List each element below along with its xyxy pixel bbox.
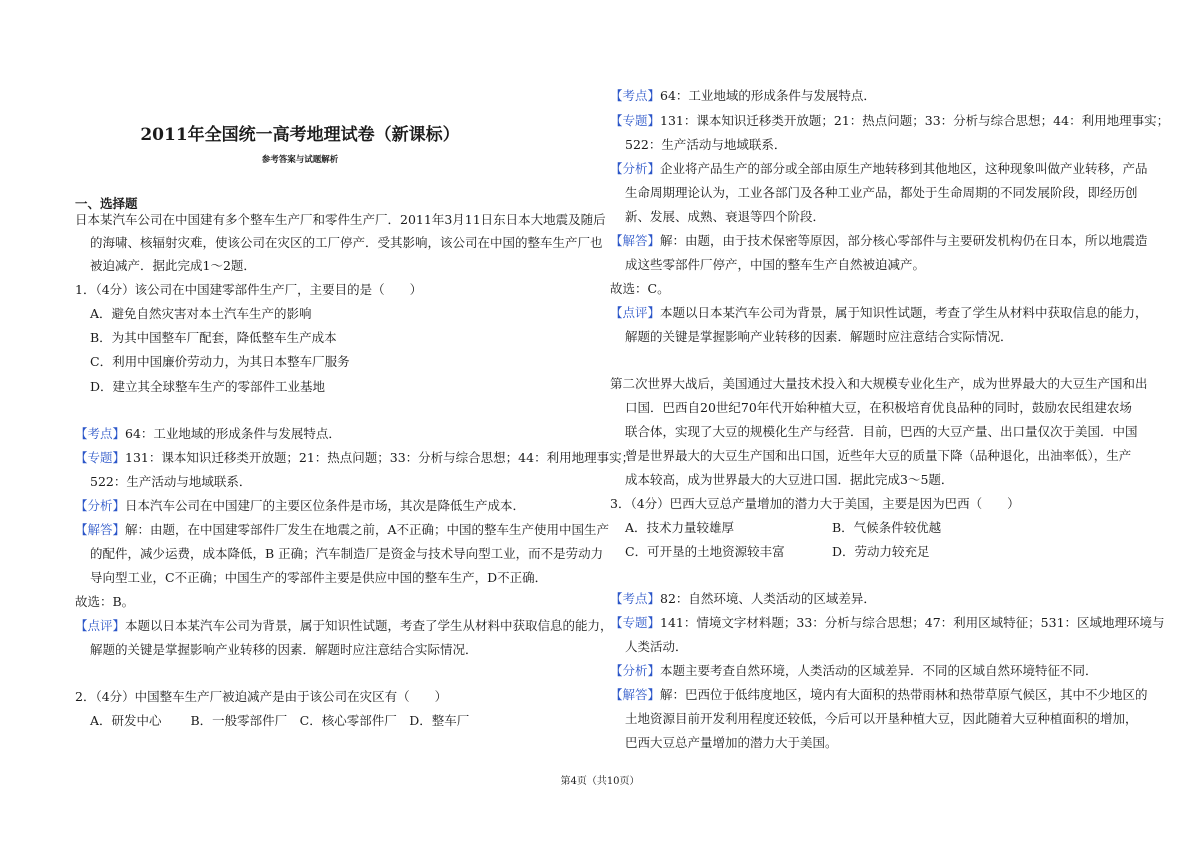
text-line [610, 615, 1165, 631]
line-text: 131：课本知识迁移类开放题；21：热点问题；33：分析与综合思想；44：利用地理事实； [125, 450, 635, 465]
text-line [90, 354, 350, 370]
line-text: 成本较高，成为世界最大的大豆进口国．据此完成3～5题． [625, 472, 954, 487]
line-text: 故选：C。 [610, 281, 670, 296]
text-line [625, 544, 785, 560]
line-text: D．劳动力较充足 [832, 544, 930, 559]
text-line [90, 330, 337, 346]
line-text: 解：巴西位于低纬度地区，境内有大面积的热带雨林和热带草原气候区，其中不少地区的 [660, 687, 1148, 702]
text-line [625, 472, 953, 488]
line-text: 82：自然环境、人类活动的区域差异． [660, 591, 876, 606]
text-line [625, 735, 838, 751]
line-text: 解：由题，在中国建零部件厂发生在地震之前，A不正确；中国的整车生产使用中国生产 [125, 522, 610, 537]
line-text: 日本汽车公司在中国建厂的主要区位条件是市场，其次是降低生产成本． [125, 498, 526, 513]
text-line [610, 233, 1148, 249]
line-text: 解：由题，由于技术保密等原因，部分核心零部件与主要研发机构仍在日本，所以地震造 [660, 233, 1148, 248]
text-line [625, 711, 1138, 727]
page-subtitle: 参考答案与试题解析 [261, 155, 339, 165]
section-tag: 【分析】 [610, 663, 661, 678]
text-line [90, 258, 256, 274]
text-line [610, 305, 1148, 321]
text-line [75, 498, 525, 514]
text-line [625, 400, 1132, 416]
section-tag: 【点评】 [610, 305, 661, 320]
line-text: 141：情境文字材料题；33：分析与综合思想；47：利用区域特征；531：区域地理环境与 [660, 615, 1165, 630]
text-line [610, 591, 876, 607]
line-text: 曾是世界最大的大豆生产国和出口国，近些年大豆的质量下降（品种退化，出油率低），生产 [625, 448, 1132, 463]
section-tag: 【考点】 [610, 88, 661, 103]
text-line [75, 689, 447, 705]
text-line [625, 257, 925, 273]
text-line [75, 522, 609, 538]
line-text: 人类活动． [625, 639, 688, 654]
line-text: 巴西大豆总产量增加的潜力大于美国。 [625, 735, 838, 750]
page-footer: 第4页（共10页） [560, 776, 640, 787]
text-line [625, 520, 734, 536]
text-line [625, 209, 825, 225]
line-text: 522：生产活动与地域联系． [625, 137, 787, 152]
text-line [75, 426, 341, 442]
text-line [90, 546, 603, 562]
line-text: 新、发展、成熟、衰退等四个阶段． [625, 209, 826, 224]
text-line [625, 424, 1138, 440]
text-line [90, 379, 325, 395]
line-text: A．研发中心 B．一般零部件厂 C．核心零部件厂 D．整车厂 [90, 713, 470, 728]
line-text: 2．（4分）中国整车生产厂被迫减产是由于该公司在灾区有（ ） [75, 689, 448, 704]
line-text: 口国．巴西自20世纪70年代开始种植大豆，在积极培育优良品种的同时，鼓励农民组建农场 [625, 400, 1132, 415]
line-text: 故选：B。 [75, 594, 135, 609]
line-text: 日本某汽车公司在中国建有多个整车生产厂和零件生产厂．2011年3月11日东日本大地震及随后 [75, 212, 606, 227]
text-line [75, 594, 134, 610]
text-line [625, 448, 1131, 464]
text-line [90, 474, 251, 490]
line-text: 本题主要考查自然环境，人类活动的区域差异．不同的区域自然环境特征不同． [660, 663, 1098, 678]
section-tag: 【分析】 [75, 498, 126, 513]
text-line [832, 544, 930, 560]
line-text: 解题的关键是掌握影响产业转移的因素．解题时应注意结合实际情况． [90, 642, 478, 657]
text-line [90, 570, 547, 586]
text-line [610, 687, 1148, 703]
line-text: B．气候条件较优越 [832, 520, 942, 535]
line-text: 成这些零部件厂停产，中国的整车生产自然被迫减产。 [625, 257, 926, 272]
section-tag: 【分析】 [610, 161, 661, 176]
line-text: 的海啸、核辐射灾难，使该公司在灾区的工厂停产．受其影响，该公司在中国的整车生产厂也 [90, 235, 603, 250]
text-line [610, 663, 1098, 679]
line-text: 土地资源目前开发利用程度还较低，今后可以开垦种植大豆，因此随着大豆种植面积的增加， [625, 711, 1138, 726]
line-text: 1．（4分）该公司在中国建零部件生产厂，主要目的是（ ） [75, 282, 423, 297]
text-line [90, 642, 478, 658]
text-line [90, 306, 312, 322]
section-tag: 【点评】 [75, 618, 126, 633]
line-text: 联合体，实现了大豆的规模化生产与经营．目前，巴西的大豆产量、出口量仅次于美国．中国 [625, 424, 1138, 439]
section-tag: 【解答】 [75, 522, 126, 537]
text-line [625, 329, 1013, 345]
line-text: D．建立其全球整车生产的零部件工业基地 [90, 379, 326, 394]
section-tag: 【解答】 [610, 233, 661, 248]
text-line [75, 618, 613, 634]
section-tag: 【专题】 [75, 450, 126, 465]
text-line [610, 161, 1148, 177]
line-text: 522：生产活动与地域联系． [90, 474, 252, 489]
text-line [610, 88, 876, 104]
line-text: 64：工业地域的形成条件与发展特点． [125, 426, 341, 441]
text-line [832, 520, 941, 536]
line-text: B．为其中国整车厂配套，降低整车生产成本 [90, 330, 337, 345]
line-text: 本题以日本某汽车公司为背景，属于知识性试题，考查了学生从材料中获取信息的能力， [660, 305, 1148, 320]
section-tag: 【考点】 [75, 426, 126, 441]
section-heading: 一、选择题 [75, 196, 138, 211]
line-text: A．避免自然灾害对本土汽车生产的影响 [90, 306, 312, 321]
text-line [610, 376, 1148, 392]
text-line [75, 282, 422, 298]
line-text: 本题以日本某汽车公司为背景，属于知识性试题，考查了学生从材料中获取信息的能力， [125, 618, 613, 633]
line-text: 生命周期理论认为，工业各部门及各种工业产品，都处于生命周期的不同发展阶段，即经历创 [625, 185, 1138, 200]
line-text: 被迫减产．据此完成1～2题． [90, 258, 256, 273]
line-text: 导向型工业，C不正确；中国生产的零部件主要是供应中国的整车生产，D不正确． [90, 570, 548, 585]
line-text: 3．（4分）巴西大豆总产量增加的潜力大于美国，主要是因为巴西（ ） [610, 496, 1020, 511]
line-text: A．技术力量较雄厚 [625, 520, 735, 535]
text-line [90, 235, 603, 251]
line-text: 第二次世界大战后，美国通过大量技术投入和大规模专业化生产，成为世界最大的大豆生产国和出 [610, 376, 1148, 391]
line-text: 解题的关键是掌握影响产业转移的因素．解题时应注意结合实际情况． [625, 329, 1013, 344]
text-line [75, 212, 606, 228]
section-tag: 【专题】 [610, 113, 661, 128]
text-line [625, 137, 786, 153]
text-line [625, 639, 688, 655]
text-line [610, 496, 1020, 512]
line-text: 131：课本知识迁移类开放题；21：热点问题；33：分析与综合思想；44：利用地理事实； [660, 113, 1170, 128]
line-text: C．利用中国廉价劳动力，为其日本整车厂服务 [90, 354, 350, 369]
text-line [75, 450, 634, 466]
line-text: 64：工业地域的形成条件与发展特点． [660, 88, 876, 103]
page-title: 2011年全国统一高考地理试卷（新课标） [140, 125, 460, 145]
line-text: 企业将产品生产的部分或全部由原生产地转移到其他地区，这种现象叫做产业转移，产品 [660, 161, 1148, 176]
line-text: C．可开垦的土地资源较丰富 [625, 544, 785, 559]
line-text: 的配件，减少运费，成本降低，B 正确；汽车制造厂是资金与技术导向型工业，而不是劳动力 [90, 546, 604, 561]
text-line [625, 185, 1138, 201]
section-tag: 【解答】 [610, 687, 661, 702]
text-line [610, 113, 1169, 129]
section-tag: 【专题】 [610, 615, 661, 630]
text-line [90, 713, 469, 729]
section-tag: 【考点】 [610, 591, 661, 606]
text-line [610, 281, 670, 297]
